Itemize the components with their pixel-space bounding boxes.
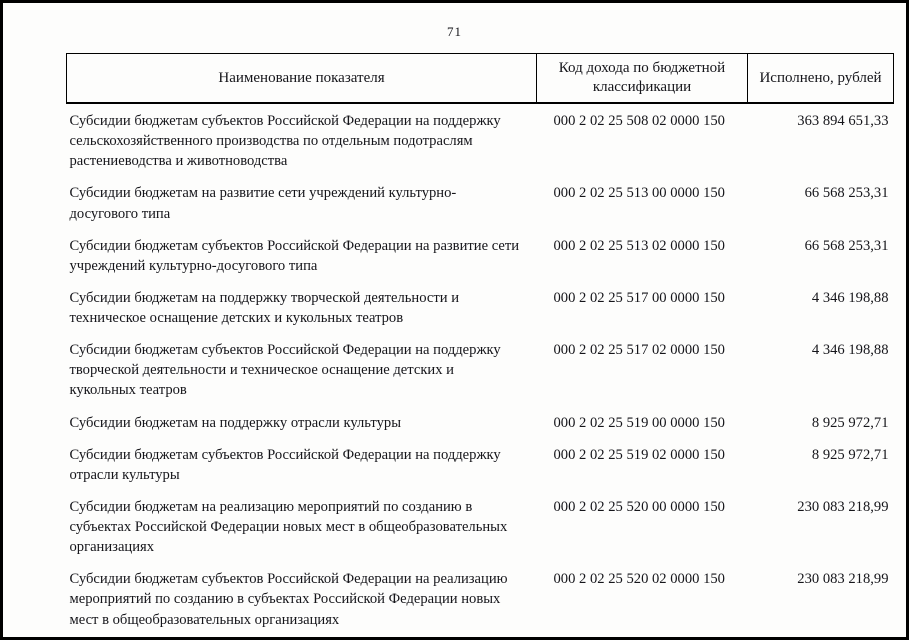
table-row — [67, 408, 894, 440]
budget-code-cell: 000 2 02 25 513 02 0000 150 — [553, 237, 725, 254]
header-indicator-name: Наименование показателя — [67, 54, 537, 104]
table-header-row — [67, 54, 894, 104]
table-row — [67, 492, 894, 564]
table-row — [67, 178, 894, 230]
budget-code-cell: 000 2 02 25 513 00 0000 150 — [553, 185, 725, 202]
budget-code-cell: 000 2 02 25 517 02 0000 150 — [553, 342, 725, 359]
header-executed-rubles: Исполнено, рублей — [748, 54, 894, 104]
indicator-name-cell: Субсидии бюджетам на поддержку отрасли культуры — [69, 414, 401, 431]
table-row — [67, 103, 894, 178]
indicator-name-cell: Субсидии бюджетам субъектов Российской Федерации на реализацию мероприятий по созданию в субъектах Российской Федерации новых мест в общеобразовательных организациях — [69, 571, 508, 628]
executed-amount-cell: 4 346 198,88 — [811, 342, 889, 359]
table-body — [67, 103, 894, 637]
table-row — [67, 335, 894, 407]
indicator-name-cell: Субсидии бюджетам субъектов Российской Федерации на развитие сети учреждений культурно-досугового типа — [69, 237, 520, 274]
indicator-name-cell: Субсидии бюджетам на реализацию мероприятий по созданию в субъектах Российской Федерации новых мест в общеобразовательных организациях — [69, 498, 508, 556]
budget-code-cell: 000 2 02 25 519 02 0000 150 — [553, 446, 725, 463]
executed-amount-cell: 8 925 972,71 — [811, 446, 889, 463]
table-row — [67, 231, 894, 283]
budget-code-cell: 000 2 02 25 520 02 0000 150 — [553, 571, 725, 588]
executed-amount-cell: 230 083 218,99 — [797, 571, 889, 588]
indicator-name-cell: Субсидии бюджетам субъектов Российской Федерации на поддержку творческой деятельности и техническое оснащение детских и кукольных театров — [69, 342, 501, 399]
header-budget-code: Код дохода по бюджетной классификации — [537, 54, 748, 104]
executed-amount-cell: 66 568 253,31 — [804, 237, 889, 254]
budget-code-cell: 000 2 02 25 519 00 0000 150 — [553, 414, 725, 431]
table-row — [67, 440, 894, 492]
executed-amount-cell: 66 568 253,31 — [804, 185, 889, 202]
budget-code-cell: 000 2 02 25 520 00 0000 150 — [553, 498, 725, 515]
table-row — [67, 564, 894, 636]
executed-amount-cell: 4 346 198,88 — [811, 289, 889, 306]
indicator-name-cell: Субсидии бюджетам субъектов Российской Федерации на поддержку отрасли культуры — [69, 446, 501, 483]
page-number: 71 — [447, 24, 462, 39]
indicator-name-cell: Субсидии бюджетам на поддержку творческой деятельности и техническое оснащение детских и кукольных театров — [69, 289, 459, 326]
budget-code-cell: 000 2 02 25 517 00 0000 150 — [553, 289, 725, 306]
indicator-name-cell: Субсидии бюджетам субъектов Российской Федерации на поддержку сельскохозяйственного производства по отдельным подотраслям растениеводства и животноводства — [69, 113, 501, 170]
table-row — [67, 283, 894, 335]
budget-code-cell: 000 2 02 25 508 02 0000 150 — [553, 113, 725, 129]
budget-revenue-table — [66, 53, 894, 637]
indicator-name-cell: Субсидии бюджетам на развитие сети учреждений культурно-досугового типа — [69, 185, 457, 222]
executed-amount-cell: 8 925 972,71 — [811, 414, 889, 431]
executed-amount-cell: 363 894 651,33 — [797, 113, 889, 129]
executed-amount-cell: 230 083 218,99 — [797, 498, 889, 515]
